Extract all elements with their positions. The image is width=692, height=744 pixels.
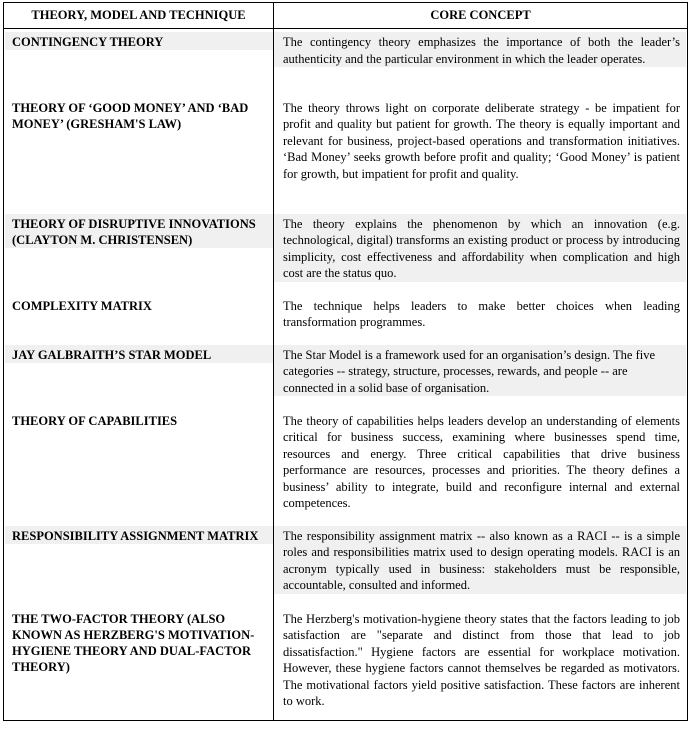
table-row bbox=[4, 95, 688, 211]
theory-name: THEORY OF DISRUPTIVE INNOVATIONS (CLAYTON M. CHRISTENSEN) bbox=[12, 216, 256, 247]
theory-table bbox=[3, 2, 688, 721]
core-concept-text: The contingency theory emphasizes the importance of both the leader’s authenticity and the particular environment in which the leader operates. bbox=[283, 35, 680, 66]
theory-name: CONTINGENCY THEORY bbox=[12, 35, 164, 49]
table-row bbox=[4, 342, 688, 408]
theory-name: JAY GALBRAITH’S STAR MODEL bbox=[12, 347, 212, 362]
table-row bbox=[4, 29, 688, 95]
table-header-row bbox=[4, 3, 688, 29]
core-concept-text: The theory explains the phenomenon by which an innovation (e.g. technological, digital) transforms an existing product or process by introducing simplicity, cost effectiveness and affordability when complication and high cost are the status quo. bbox=[283, 216, 680, 281]
column-header-core-concept: CORE CONCEPT bbox=[274, 3, 688, 29]
theory-name: THEORY OF ‘GOOD MONEY’ AND ‘BAD MONEY’ (GRESHAM'S LAW) bbox=[12, 100, 249, 131]
theory-name: RESPONSIBILITY ASSIGNMENT MATRIX bbox=[12, 528, 259, 543]
core-concept-text: The Herzberg's motivation-hygiene theory states that the factors leading to job satisfaction are "separate and distinct from those that lead to job dissatisfaction." Hygiene factors are essential for workplace motivation. However, these hygiene factors cannot themselves be regarded as motivators. The motivational factors yield positive satisfaction. These factors are inherent to work. bbox=[283, 611, 680, 709]
core-concept-text: The technique helps leaders to make better choices when leading transformation programmes. bbox=[283, 298, 680, 330]
table-row bbox=[4, 293, 688, 342]
core-concept-text: The theory of capabilities helps leaders develop an understanding of elements critical for business success, examining where businesses spend time, resources and energy. Three critical capabilities that drive business performance are resources, processes and priorities. The theory defines a business’ ability to integrate, build and reconfigure internal and external competences. bbox=[283, 413, 680, 511]
table-row bbox=[4, 211, 688, 293]
core-concept-text: The Star Model is a framework used for an organisation’s design. The five categories -- strategy, structure, processes, rewards, and people -- are connected in a solid base of organisation. bbox=[283, 347, 656, 395]
table-row bbox=[4, 523, 688, 606]
theory-name: COMPLEXITY MATRIX bbox=[12, 298, 152, 313]
core-concept-text: The responsibility assignment matrix -- also known as a RACI -- is a simple roles and responsibilities matrix used to design operating models. RACI is an acronym typically used in business: stakeholders must be responsible, accountable, consulted and informed. bbox=[283, 528, 680, 593]
theory-name: THE TWO-FACTOR THEORY (ALSO KNOWN AS HERZBERG'S MOTIVATION-HYGIENE THEORY AND DUAL-FACTOR THEORY) bbox=[12, 611, 255, 674]
theory-name: THEORY OF CAPABILITIES bbox=[12, 413, 178, 428]
column-header-theory: THEORY, MODEL AND TECHNIQUE bbox=[4, 3, 274, 29]
table-row bbox=[4, 408, 688, 523]
table-row bbox=[4, 606, 688, 721]
core-concept-text: The theory throws light on corporate deliberate strategy - be impatient for profit and quality but patient for growth. The theory is equally important and relevant for business, project-based operations and transformation initiatives. ‘Bad Money’ seeks growth before profit and quality; ‘Good Money’ is patient for growth, but impatient for profit and quality. bbox=[283, 100, 680, 181]
